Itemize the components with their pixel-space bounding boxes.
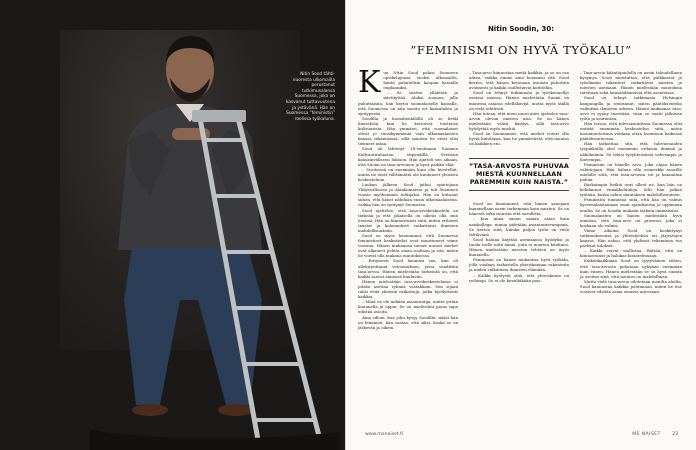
paragraph: – Minä en ole mikään asiantuntija, mutta yritän kuunnella ja oppia. Se on mielestäni paras tapa edistää asioita.	[358, 299, 458, 315]
quote-rule-top	[469, 158, 569, 159]
pull-quote-text: ”TASA-ARVOSTA PUHUVAA MIESTÄ KUUNNELLAAN PAREMMIN KUIN NAISTA.”	[469, 162, 569, 186]
paragraph: Sood ajattelee, että tasa-arvokeskustelu on tärkeää ja että jokaisella on oikeus olla oma itsensä. Hän on kiinnostunut siitä, miten erilaiset taustat ja kokemukset vaikuttavat ihmisten mahdollisuuksiin.	[358, 207, 458, 233]
footer-brand: ME NAISET	[632, 432, 661, 437]
photo-caption: Nitin Sood tähti-nuoresta ulkomailla perustanut tutkimusalansa Suomessa, joka on kasvanut tuttavuutena ja ystävänä. Hän on Suomessa ”feministin” roolissa työkaluna.	[285, 72, 335, 122]
paragraph: – Sveitsissä on enemmän kuin olin kuvitellut, mutta ne eivät välttämättä ole kuuluneet yleiseen keskusteluun.	[358, 166, 458, 182]
paragraph: Sood on huomannut, että hänen sanojaan kuunnellaan usein tarkemmin kuin naisten. Se on hänestä sekä ironista että surullista.	[469, 201, 569, 217]
drop-cap: K	[358, 65, 381, 100]
ladder-top	[192, 110, 246, 122]
paragraph: Kun Nitin Sood palasi Suomeen opiskelujensa vuoksi ulkomailta, häntä puhuteltiin kaupan kassalla englanniksi.	[358, 65, 458, 100]
paragraph: Sood on huomannut, että miehet voivat olla hyviä liittolaisia, kun he ymmärtävät, että muutos on kaikkien etu.	[469, 131, 569, 147]
paragraph: Mutta vielä tasa-arvoa odotetaan monilta aloilta. Sood kannustaa kaikkia pohtimaan, miten he itse voisivat edistää asiaa omassa arjessaan.	[580, 278, 682, 295]
paragraph: Sood on myös huomannut, että Suomessa feministiset keskustelut ovat muuttuneet viime vuosina. Hänen mukaansa monet nuoret miehet ovat alkaneet pohtia omaa rooliaan ja sitä, miten he voivat olla mukana muutoksessa.	[358, 233, 458, 259]
text-column-2	[469, 70, 569, 283]
portrait-illustration	[0, 0, 345, 450]
paragraph: Feminismi on hänelle arvo, joka ohjaa hänen valintojaan. Hän haluaa olla esimerkki nuorille miehille siitä, että tasa-arvosta voi ja kannattaa puhua.	[580, 161, 682, 182]
paragraph: Hän toteaa, että moni nuori mies ajattelee tasa-arvon olevan naisten asia. Se on hänen mielestään väärä käsitys, sillä tasa-arvo hyödyttää myös miehiä.	[469, 110, 569, 132]
portrait-photo	[0, 0, 345, 450]
paragraph: Sood on tehnyt tutkimusta ja työskennellyt useissa maissa. Hänen mielestään Suomi on monessa asiassa edelläkävijä, mutta myös täällä on vielä tehtävää.	[469, 90, 569, 111]
text-column-1	[358, 65, 458, 330]
shoe-left	[132, 404, 168, 416]
paragraph: – Kaikki voivat osallistua. Riittää, että on kiinnostunut ja halukas kuuntelemaan.	[580, 248, 682, 259]
paragraph: Sood on tehnyt tutkimusta Helsingin kaupungilla ja seurannut, miten päätöksenteko vaikuttaa ihmisten arkeen. Hänen mukaansa tasa-arvo ei synny itsestään, vaan se vaatii jatkuvaa työtä ja seurantaa.	[580, 95, 682, 121]
footer-folio	[632, 432, 678, 437]
shoe-right	[218, 404, 254, 416]
page-number: 23	[672, 432, 678, 437]
paragraph: – Tasa-arvo kiinnostaa meitä kaikkia, ja se on osa arkea, vaikka emme aina huomaisi sitä. Sood kertoo, että hänen kotonaan asioista puhuttiin avoimesti ja kaikki osallistuivat kotitöihin.	[469, 70, 569, 91]
paragraph: Feministin tunnistaa siitä, että hän on valmis kyseenalaistamaan omat ajatuksensa ja oppimaan muilta. Se on Soodin mukaan tärkein ominaisuus.	[580, 197, 682, 213]
paragraph: Raskaimpia hetkiä ovat olleet ne, kun hän on kohdannut ennakkoluuloja. Silti hän jatkaa työtään, koska uskoo muutoksen mahdollisuuteen.	[580, 182, 682, 198]
jeans	[124, 248, 262, 405]
paragraph: Sood haluaa käyttää asemaansa hyödyksi ja tuoda esille niitä ääniä, joita ei muuten kuultaisi. Hänen mielestään miesten tehtävä on myös kuunnella.	[469, 236, 569, 258]
text-column-3	[580, 70, 682, 294]
article-page	[346, 0, 696, 450]
paragraph: Kaikenkaikkiaan Sood on tyytyväinen siihen, että tasa-arvosta puhutaan nykyään enemmän kuin ennen. Hänen mielestään se on hyvä suunta ja osoitus siitä, että muutos on mahdollinen.	[580, 258, 682, 279]
article-headline: ”FEMINISMI ON HYVÄ TYÖKALU”	[410, 43, 632, 57]
paragraph: Hän tarkoittaa sitä, että tulevaisuuden työpaikoilla olisi enemmän erilaisia ihmisiä ja näkökulmia. Se tekisi työyhteisöistä vahvempia ja luovempia.	[580, 141, 682, 162]
paragraph: – Kun minä sanon saman asian kuin naiskollega, minua pidetään asiantuntevampana. Se kertoo siitä, kuinka paljon työtä on vielä tehtävänä.	[469, 216, 569, 237]
paragraph: – Se saattoi ylläättää ja mietityttää. Aluksi suomea, jolla puhuttaisiin, hän kertoi suomalaiselle kassalle, että Suomessa on niin monta eri kansalaista ja syntyperää.	[358, 90, 458, 116]
paragraph: – Erityisesti Sood huomasi sen, kun oli allekirjoittanut vetoomuksen, jossa vaadittiin tasa-arvoa. Hänen mielestään tärkeintä on, että kaikki saavat äänensä kuuluviin.	[358, 258, 458, 279]
paragraph: Sood oli lähtenyt 18-vuotiaana Suomen Kulttuurirahaston stipendillä Sveitsiin kansainväliseen lukioon. Hän ajatteli sen aikaan, että Suomi on tasa-arvoinen ja hyvä paikka elää.	[358, 146, 458, 167]
paragraph: Viime aikoina Sood on keskittynyt tutkimukseensa ja yhteistyöhön eri järjestöjen kanssa. Hän uskoo, että yhdessä tekeminen tuo parhaat tulokset.	[580, 227, 682, 249]
paragraph: Suomalaisten on hänen mielestään hyvä muistaa, että tasa-arvo on prosessi, joka ei koskaan ole valmis.	[580, 212, 682, 228]
paragraph: Feminismi on hänen mukaansa hyvä työkalu, jolla voidaan tarkastella yhteiskunnan rakenteita ja niiden vaikutusta ihmisten elämään.	[469, 257, 569, 273]
paragraph: Aina silloin, kun joku kysyy Soodilta, miksi hän on feministi, hän vastaa, että siksi, koska se on järkevää ja oikein.	[358, 314, 458, 330]
paragraph: – Tasa-arvon kääntöpuolella on usein taloudellinen kysymys. Sood muistuttaa, että palkkaerot ja työelämän rakenteet vaikuttavat naisten ja miesten asemaan. Hänen mielestään muutoksia tarvitaan sekä lainsäädännössä että asenteissa.	[580, 70, 682, 96]
paragraph: Luokan jälkeen Sood jatkoi opintojaan Yhdysvalloissa ja Alankomaissa ja tuli Suomeen vuosia myöhemmin tutkijaksi. Hän on tottunut siihen, että hänet nähdään ensin ulkomaalaisena, vaikka hän on syntynyt Suomessa.	[358, 182, 458, 208]
paragraph: Hän toivoo, että tulevaisuudessa Suomessa olisi entistä enemmän keskustelua siitä, miten monimuotoisuus voidaan ottaa huomioon kaikessa päätöksenteossa.	[580, 120, 682, 142]
quote-rule-bottom	[469, 190, 569, 191]
floor-shadow	[90, 430, 340, 450]
paragraph: Hänen mielestään tasa-arvokeskustelussa ei pitäisi asettaa ryhmiä vastakkain. Sen sijaan tulisi etsiä yhteisiä ratkaisuja, jotka hyödyttävät kaikkia.	[358, 278, 458, 300]
paragraph: Soodilla ja kassahenkilöllä oli se hetki ilmiselvää, kun he kertoivat toistensa kulttuurista. Hän ymmärsi, että suomalaiset olivat jo vuosikymmeniä vain ulkomaalaisten kanssa tekemisissä, sillä muuten he eivät olisi tienneet asiaa.	[358, 115, 458, 147]
footer-url: www.menaiset.fi	[365, 432, 403, 437]
pull-quote	[469, 158, 569, 191]
paragraph: – Kaikki hyötyvät siitä, että yhteiskunta on reilumpi. Se ei ole keneltäkään pois.	[469, 272, 569, 283]
article-kicker: Nitin Soodin, 30:	[487, 25, 555, 33]
